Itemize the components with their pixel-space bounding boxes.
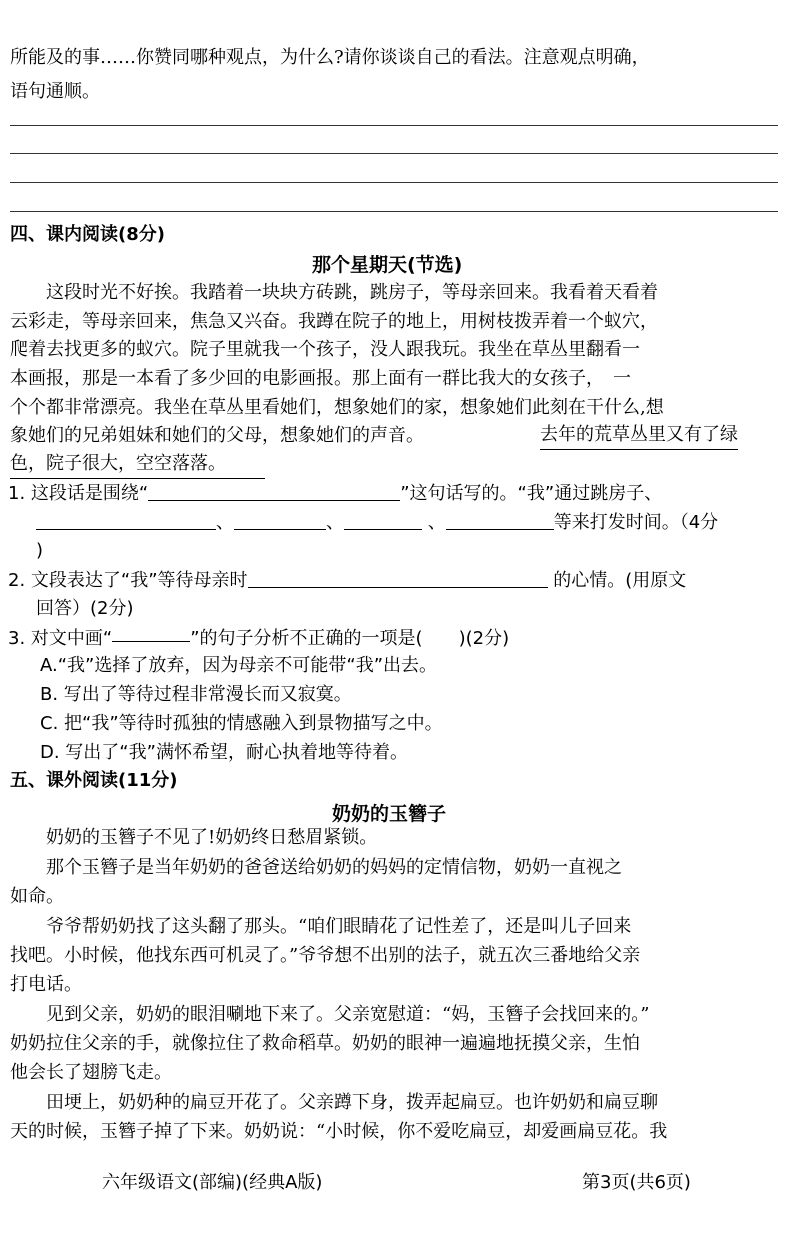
answer-line-2: [10, 153, 778, 154]
q2-suffix: 的心情。(用原文: [553, 570, 687, 591]
prev-question-line-1: 所能及的事……你赞同哪种观点，为什么?请你谈谈自己的看法。注意观点明确，: [10, 47, 650, 68]
passage-1-line: 云彩走，等母亲回来，焦急又兴奋。我蹲在院子的地上，用树枝拨弄着一个蚁穴，: [10, 311, 658, 332]
section-5-heading: 五、课外阅读(11分): [10, 770, 178, 791]
q3-suffix: ”的句子分析不正确的一项是( )(2分): [190, 628, 510, 649]
passage-2-line: 奶奶拉住父亲的手，就像拉住了救命稻草。奶奶的眼神一遍遍地抚摸父亲，生怕: [10, 1033, 640, 1054]
answer-line-1: [10, 125, 778, 126]
footer-page-number: 第3页(共6页): [582, 1172, 691, 1193]
q1-blank-activity-2[interactable]: [234, 511, 326, 530]
section-4-heading: 四、课内阅读(8分): [10, 224, 165, 245]
passage-2-line: 那个玉簪子是当年奶奶的爸爸送给奶奶的妈妈的定情信物，奶奶一直视之: [10, 857, 622, 878]
question-2-line-2: 回答）(2分): [36, 598, 134, 619]
q1-mid: ”这句话写的。“我”通过跳房子、: [400, 483, 663, 504]
q1-blank-activity-4[interactable]: [446, 511, 554, 530]
q3-prefix: 3. 对文中画“: [8, 628, 113, 649]
q3-option-a[interactable]: A.“我”选择了放弃，因为母亲不可能带“我”出去。: [40, 655, 438, 676]
question-2-line-1: [8, 567, 686, 595]
passage-1-line: 象她们的兄弟姐妹和她们的父母，想象她们的声音。: [10, 425, 424, 446]
question-3-stem: [8, 623, 509, 653]
q1-blank-activity-1[interactable]: [36, 511, 216, 530]
underlined-sentence-part-2: 色，院子很大，空空落落。: [10, 450, 265, 479]
passage-1-line: 本画报，那是一本看了多少回的电影画报。那上面有一群比我大的女孩子， 一: [10, 368, 631, 389]
passage-1-line: 爬着去找更多的蚁穴。院子里就我一个孩子，没人跟我玩。我坐在草丛里翻看一: [10, 339, 640, 360]
footer-subject: 六年级语文(部编)(经典A版): [102, 1172, 323, 1193]
passage-2-line: 如命。: [10, 886, 64, 907]
passage-1-line: 个个都非常漂亮。我坐在草丛里看她们，想象她们的家，想象她们此刻在干什么,想: [10, 397, 664, 418]
answer-line-3: [10, 182, 778, 183]
passage-2-line: 找吧。小时候，他找东西可机灵了。”爷爷想不出别的法子，就五次三番地给父亲: [10, 945, 641, 966]
q2-prefix: 2. 文段表达了“我”等待母亲时: [8, 570, 248, 591]
passage-2-line: 天的时候，玉簪子掉了下来。奶奶说：“小时候，你不爱吃扁豆，却爱画扁豆花。我: [10, 1121, 668, 1142]
passage-2-title: 奶奶的玉簪子: [332, 803, 447, 825]
q2-blank-feeling[interactable]: [248, 569, 548, 588]
q3-underline-mark: [112, 623, 190, 642]
passage-2-line: 他会长了翅膀飞走。: [10, 1062, 172, 1083]
q3-option-d[interactable]: D. 写出了“我”满怀希望，耐心执着地等待着。: [40, 742, 408, 763]
q3-option-b[interactable]: B. 写出了等待过程非常漫长而又寂寞。: [40, 684, 352, 705]
prev-question-line-2: 语句通顺。: [10, 81, 100, 102]
passage-1-line: 这段时光不好挨。我踏着一块块方砖跳，跳房子，等母亲回来。我看着天看着: [10, 282, 658, 303]
passage-2-line: 见到父亲，奶奶的眼泪唰地下来了。父亲宽慰道：“妈，玉簪子会找回来的。”: [10, 1004, 650, 1025]
passage-2-line: 奶奶的玉簪子不见了!奶奶终日愁眉紧锁。: [10, 827, 378, 848]
question-1-line-1: [8, 480, 662, 508]
q1-prefix: 1. 这段话是围绕“: [8, 483, 149, 504]
underlined-sentence-part-1: 去年的荒草丛里又有了绿: [540, 421, 738, 450]
q3-option-c[interactable]: C. 把“我”等待时孤独的情感融入到景物描写之中。: [40, 713, 443, 734]
q1-tail: 等来打发时间。（4分: [553, 512, 719, 533]
passage-1-title: 那个星期天(节选): [312, 254, 463, 276]
q1-close: ): [36, 540, 44, 561]
passage-2-line: 打电话。: [10, 974, 82, 995]
q1-blank-activity-3[interactable]: [344, 511, 422, 530]
q1-blank-main-sentence[interactable]: [148, 482, 400, 501]
passage-2-line: 田埂上，奶奶种的扁豆开花了。父亲蹲下身，拨弄起扁豆。也许奶奶和扁豆聊: [10, 1092, 658, 1113]
answer-line-4: [10, 211, 778, 212]
question-1-line-2: 、 、 、 等来打发时间。（4分: [36, 509, 718, 537]
passage-2-line: 爷爷帮奶奶找了这头翻了那头。“咱们眼睛花了记性差了，还是叫儿子回来: [10, 916, 632, 937]
